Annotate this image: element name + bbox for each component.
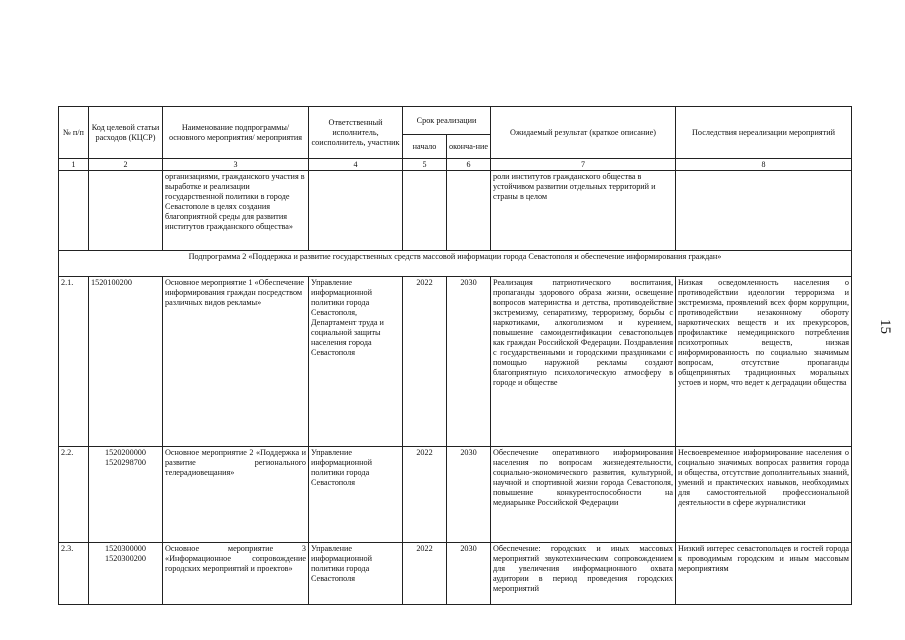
col-number: 2: [89, 159, 163, 171]
row-code-secondary: 1520298700: [105, 458, 146, 467]
page-number: 15: [877, 319, 893, 334]
table-row: [59, 543, 852, 605]
table-row: [59, 447, 852, 543]
col-number: 8: [676, 159, 852, 171]
col-number: 6: [447, 159, 491, 171]
column-numbers-row: [59, 159, 852, 171]
row-end: 2030: [447, 543, 491, 605]
header-start: начало: [403, 135, 447, 159]
continuation-name: организациями, гражданского участия в выработке и реализации государственной политики в городе Севастополе в целях создания благоприятной среды для развития институтов гражданского общества»: [163, 171, 309, 251]
row-number: 2.1.: [59, 277, 89, 447]
row-result: Обеспечение оперативного информирования населения по вопросам жизнедеятельности, социально-экономического развития, культурной, научной и спортивной жизни города Севастополя, повышение конкурентоспособности на медиарынке Российской Федерации: [491, 447, 676, 543]
row-code-secondary: 1520300200: [105, 554, 146, 563]
row-start: 2022: [403, 277, 447, 447]
subprogram-row: [59, 251, 852, 277]
row-end: 2030: [447, 277, 491, 447]
header-name: Наименование подпрограммы/ основного мероприятия/ мероприятия: [163, 107, 309, 159]
header-consequences: Последствия нереализации мероприятий: [676, 107, 852, 159]
header-executor: Ответственный исполнитель, соисполнитель, участник: [309, 107, 403, 159]
row-start: 2022: [403, 447, 447, 543]
row-code: [89, 543, 163, 605]
table-row: [59, 277, 852, 447]
row-consequences: Несвоевременное информирование населения о социально значимых вопросах развития города и общества, отсутствие дополнительных знаний, умений и практических навыков, необходимых для самостоятельной профессиональной деятельности в сфере журналистики: [676, 447, 852, 543]
col-number: 5: [403, 159, 447, 171]
row-number: 2.2.: [59, 447, 89, 543]
col-number: 1: [59, 159, 89, 171]
row-executor: Управление информационной политики города Севастополя, Департамент труда и социальной защиты населения города Севастополя: [309, 277, 403, 447]
header-num: № п/п: [59, 107, 89, 159]
row-name: Основное мероприятие 3 «Информационное сопровождение городских мероприятий и проектов»: [163, 543, 309, 605]
subprogram-title: Подпрограмма 2 «Поддержка и развитие государственных средств массовой информации города Севастополя и обеспечение информирования граждан»: [59, 251, 852, 277]
row-executor: Управление информационной политики города Севастополя: [309, 543, 403, 605]
header-period: Срок реализации: [403, 107, 491, 135]
row-code-primary: 1520100200: [91, 278, 132, 287]
row-code: [89, 447, 163, 543]
col-number: 7: [491, 159, 676, 171]
row-start: 2022: [403, 543, 447, 605]
row-result: Обеспечение: городских и иных массовых мероприятий звукотехническим сопровождением для увеличения информационного охвата аудитории в период проведения городских мероприятий: [491, 543, 676, 605]
measures-table: [58, 106, 852, 605]
row-name: Основное мероприятие 2 «Поддержка и развитие регионального телерадиовещания»: [163, 447, 309, 543]
row-end: 2030: [447, 447, 491, 543]
row-name: Основное мероприятие 1 «Обеспечение информирования граждан посредством различных видов рекламы»: [163, 277, 309, 447]
header-result: Ожидаемый результат (краткое описание): [491, 107, 676, 159]
header-code: Код целевой статьи расходов (КЦСР): [89, 107, 163, 159]
continuation-row: [59, 171, 852, 251]
row-consequences: Низкий интерес севастопольцев и гостей города к проводимым городским и иным массовым мероприятиям: [676, 543, 852, 605]
row-result: Реализация патриотического воспитания, пропаганды здорового образа жизни, освещение вопросов материнства и детства, противодействие экстремизму, сепаратизму, терроризму, борьбы с наркотиками, алкоголизмом и курением, повышение самоидентификации севастопольцев как граждан Российской Федерации. Поздравления с государственными и городскими праздниками с помощью наружной рекламы создают благоприятную психологическую атмосферу в городе и обществе: [491, 277, 676, 447]
col-number: 4: [309, 159, 403, 171]
row-consequences: Низкая осведомленность населения о противодействии идеологии терроризма и экстремизма, проявлений всех форм коррупции, противодействии незаконному обороту наркотических веществ и их прекурсоров, профилактике немедицинского потребления психотропных веществ, низкая информированность по социально значимым вопросам, отсутствие пропаганды общепринятых традиционных моральных устоев и норм, что ведет к деградации общества: [676, 277, 852, 447]
col-number: 3: [163, 159, 309, 171]
row-code-primary: 1520200000: [105, 448, 146, 457]
header-end: оконча-ние: [447, 135, 491, 159]
row-number: 2.3.: [59, 543, 89, 605]
row-code: [89, 277, 163, 447]
row-executor: Управление информационной политики города Севастополя: [309, 447, 403, 543]
continuation-result: роли институтов гражданского общества в устойчивом развитии отдельных территорий и страны в целом: [491, 171, 676, 251]
row-code-primary: 1520300000: [105, 544, 146, 553]
